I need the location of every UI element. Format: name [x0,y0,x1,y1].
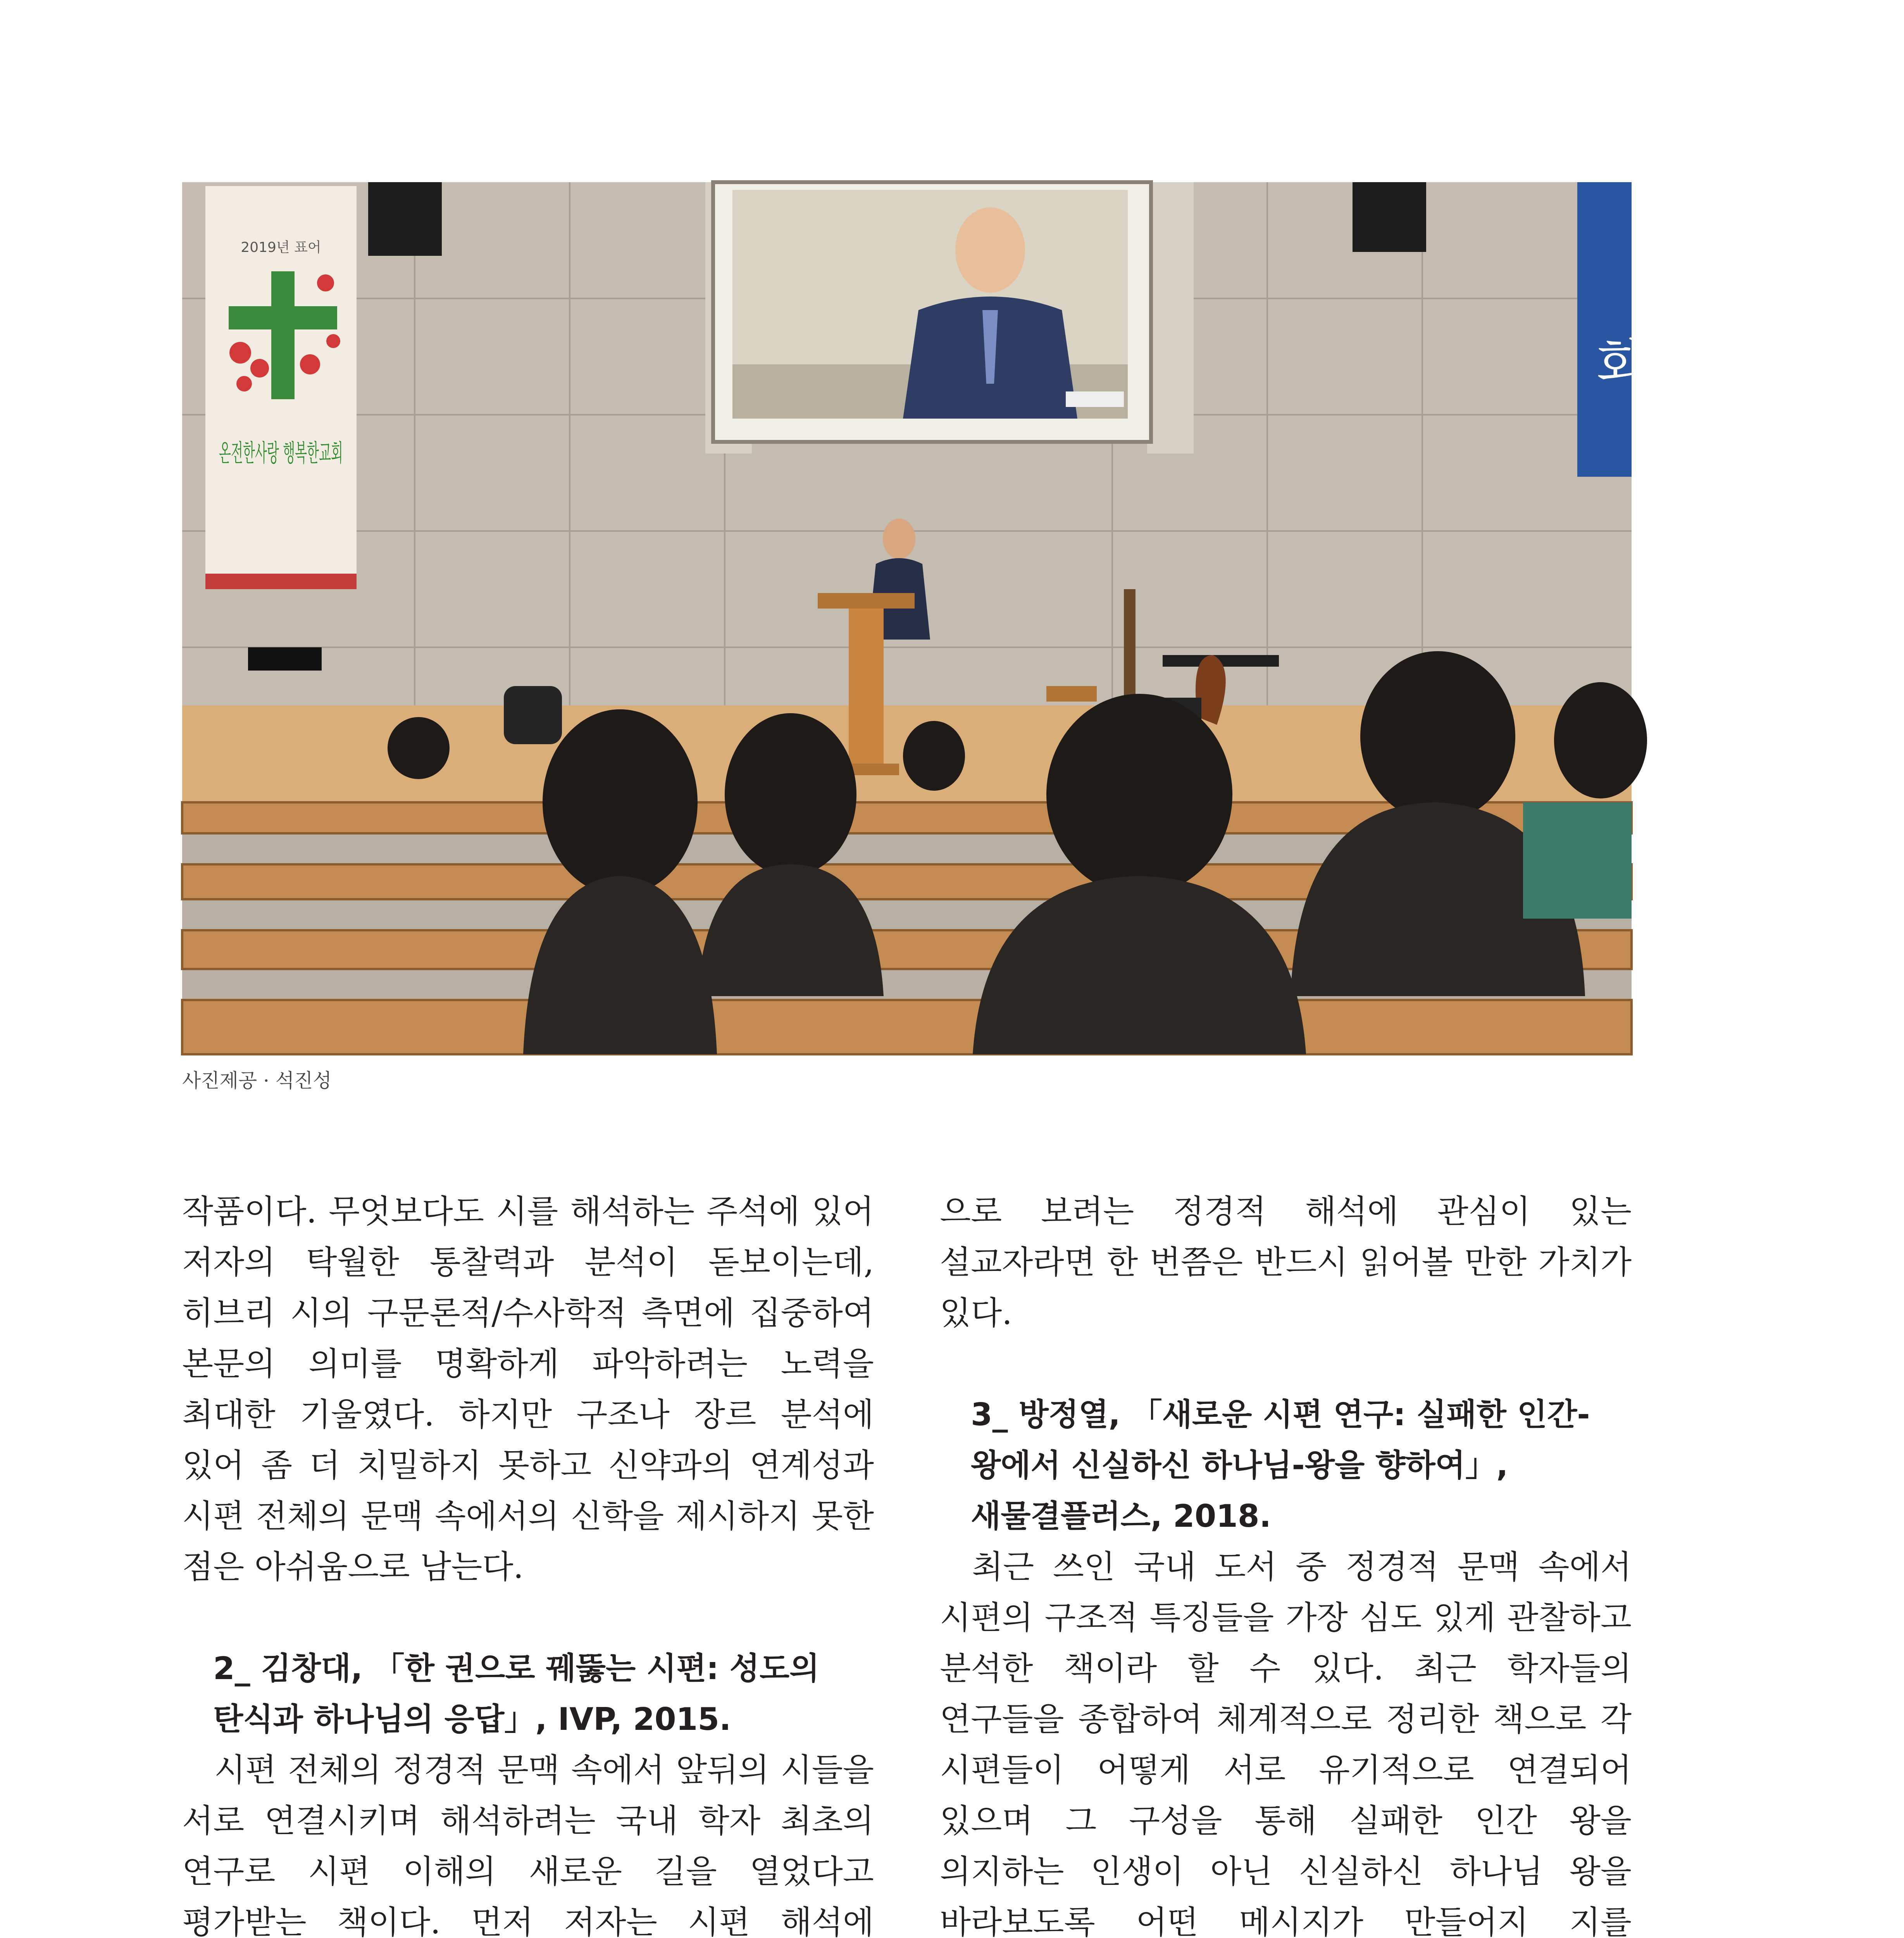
left-column [182,1186,874,1938]
banner-top-text: 2019년 표어 [241,240,321,255]
banner-main-text: 온전한사랑 행복한교회 [219,439,343,467]
book-heading-2: 2_ 김창대, 「한 권으로 꿰뚫는 시편: 성도의 탄식과 하나님의 응답」, IVP, 2015. [213,1650,820,1737]
church-photo [182,182,1649,1054]
left-paragraph-2: 시편 전체의 정경적 문맥 속에서 앞뒤의 시들을 서로 연결시키며 해석하려는 국내 학자 최초의 연구로 시편 이해의 새로운 길을 열었다고 평가받는 책이다. 먼저 저자는 시편 해석에 [182,1751,874,1938]
left-paragraph-1: 작품이다. 무엇보다도 시를 해석하는 주석에 있어 저자의 탁월한 통찰력과 분석이 돋보이는데, 히브리 시의 구문론적/수사학적 측면에 집중하여 본문의 의미를 명확하게 파악하려는 노력을 최대한 기울였다. 하지만 구조나 장르 분석에 있어 좀 더 치밀하지 못하고 신약과의 연계성과 시편 전체의 문맥 속에서의 신학을 제시하지 못한 점은 아쉬움으로 남는다. [182,1193,874,1586]
banner-right-text: 화 [1597,334,1649,397]
book-heading-3: 3_ 방정열, 「새로운 시편 연구: 실패한 인간-왕에서 신실하신 하나님-왕을 향하여」, 새물결플러스, 2018. [971,1397,1590,1534]
right-paragraph-1: 으로 보려는 정경적 해석에 관심이 있는 설교자라면 한 번쯤은 반드시 읽어볼 만한 가치가 있다. [940,1193,1632,1332]
right-paragraph-2 [940,1541,1632,1938]
photo-caption: 사진제공 · 석진성 [182,1069,332,1092]
right-column [940,1186,1632,1938]
right-paragraph-2-text: 최근 쓰인 국내 도서 중 정경적 문맥 속에서 시편의 구조적 특징들을 가장 심도 있게 관찰하고 분석한 책이라 할 수 있다. 최근 학자들의 연구들을 종합하여 체계적으로 정리한 책으로 각 시편들이 어떻게 서로 유기적으로 연결되어 있으며 그 구성을 통해 실패한 인간 왕을 의지하는 인생이 아닌 신실하신 하나님 왕을 바라보도록 어떤 메시지가 만들어지 지를 [940,1548,1632,1938]
